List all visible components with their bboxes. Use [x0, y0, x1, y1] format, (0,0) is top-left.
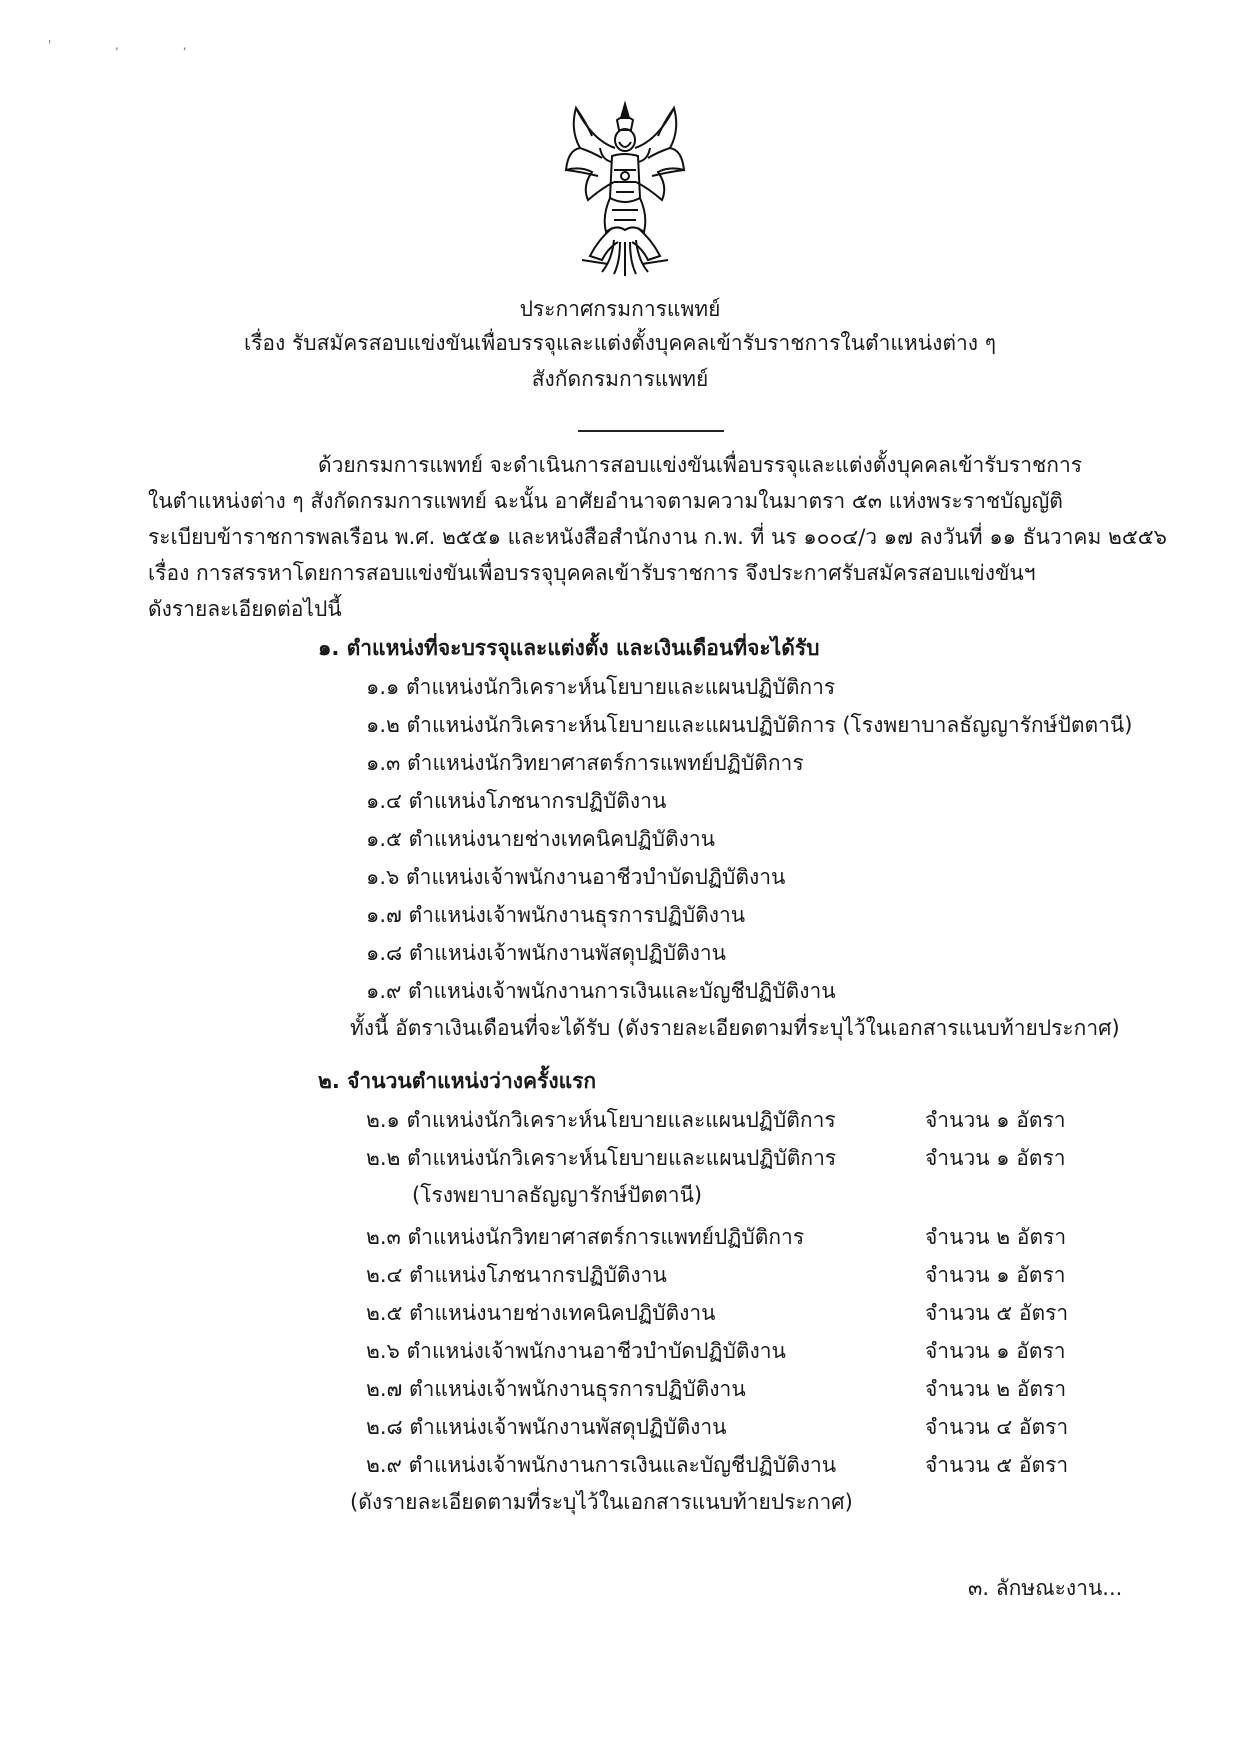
section2-item-count: จำนวน ๑ อัตรา — [925, 1108, 1066, 1132]
section2-item-label: ๒.๕ ตำแหน่งนายช่างเทคนิคปฏิบัติงาน — [366, 1301, 716, 1325]
section2-item-count: จำนวน ๕ อัตรา — [925, 1301, 1069, 1325]
section1-item: ๑.๗ ตำแหน่งเจ้าพนักงานธุรการปฏิบัติงาน — [366, 903, 746, 927]
section2-item-count: จำนวน ๒ อัตรา — [925, 1225, 1067, 1249]
title-divider — [578, 430, 724, 432]
section2-item-count: จำนวน ๑ อัตรา — [925, 1339, 1066, 1363]
announcement-subject: เรื่อง รับสมัครสอบแข่งขันเพื่อบรรจุและแต่งตั้งบุคคลเข้ารับราชการในตำแหน่งต่าง ๆ — [243, 331, 997, 355]
section2-item-label: ๒.๘ ตำแหน่งเจ้าพนักงานพัสดุปฏิบัติงาน — [366, 1415, 727, 1439]
section2-item-count: จำนวน ๔ อัตรา — [925, 1415, 1069, 1439]
scan-specks: ' , , — [48, 38, 217, 52]
section2-item-label: ๒.๓ ตำแหน่งนักวิทยาศาสตร์การแพทย์ปฏิบัติการ — [366, 1225, 805, 1249]
section2-item-count: จำนวน ๑ อัตรา — [925, 1263, 1066, 1287]
section2-heading: ๒. จำนวนตำแหน่งว่างครั้งแรก — [318, 1069, 597, 1093]
intro-line: ในตำแหน่งต่าง ๆ สังกัดกรมการแพทย์ ฉะนั้น อาศัยอำนาจตามความในมาตรา ๕๓ แห่งพระราชบัญญัติ — [148, 489, 1063, 513]
intro-line: ดังรายละเอียดต่อไปนี้ — [148, 597, 342, 621]
section2-item-count: จำนวน ๒ อัตรา — [925, 1377, 1067, 1401]
section1-item: ๑.๖ ตำแหน่งเจ้าพนักงานอาชีวบำบัดปฏิบัติงาน — [366, 865, 786, 889]
section1-note: ทั้งนี้ อัตราเงินเดือนที่จะได้รับ (ดังรายละเอียดตามที่ระบุไว้ในเอกสารแนบท้ายประกาศ) — [350, 1016, 1120, 1040]
section1-item: ๑.๙ ตำแหน่งเจ้าพนักงานการเงินและบัญชีปฏิบัติงาน — [366, 979, 836, 1003]
section2-item-label: ๒.๗ ตำแหน่งเจ้าพนักงานธุรการปฏิบัติงาน — [366, 1377, 746, 1401]
section2-item-count: จำนวน ๑ อัตรา — [925, 1146, 1066, 1170]
intro-line: ระเบียบข้าราชการพลเรือน พ.ศ. ๒๕๕๑ และหนังสือสำนักงาน ก.พ. ที่ นร ๑๐๐๔/ว ๑๗ ลงวันที่ ๑๑ ธันวาคม ๒๕๕๖ — [148, 525, 1167, 549]
intro-line: เรื่อง การสรรหาโดยการสอบแข่งขันเพื่อบรรจุบุคคลเข้ารับราชการ จึงประกาศรับสมัครสอบแข่งขันฯ — [148, 561, 1036, 585]
section1-item: ๑.๘ ตำแหน่งเจ้าพนักงานพัสดุปฏิบัติงาน — [366, 941, 726, 965]
section2-item-label: ๒.๔ ตำแหน่งโภชนากรปฏิบัติงาน — [366, 1263, 667, 1287]
page-continuation: ๓. ลักษณะงาน... — [968, 1576, 1123, 1600]
section1-item: ๑.๔ ตำแหน่งโภชนากรปฏิบัติงาน — [366, 789, 667, 813]
section1-item: ๑.๓ ตำแหน่งนักวิทยาศาสตร์การแพทย์ปฏิบัติการ — [366, 751, 804, 775]
section1-heading: ๑. ตำแหน่งที่จะบรรจุและแต่งตั้ง และเงินเดือนที่จะได้รับ — [318, 636, 820, 660]
section2-item-label: ๒.๒ ตำแหน่งนักวิเคราะห์นโยบายและแผนปฏิบัติการ — [366, 1146, 837, 1170]
section1-item: ๑.๒ ตำแหน่งนักวิเคราะห์นโยบายและแผนปฏิบัติการ (โรงพยาบาลธัญญารักษ์ปัตตานี) — [366, 713, 1133, 737]
announcement-subject-affiliation: สังกัดกรมการแพทย์ — [531, 367, 709, 391]
section2-item-label: ๒.๑ ตำแหน่งนักวิเคราะห์นโยบายและแผนปฏิบัติการ — [366, 1108, 836, 1132]
garuda-emblem-icon — [562, 100, 688, 276]
section2-item-label: ๒.๙ ตำแหน่งเจ้าพนักงานการเงินและบัญชีปฏิบัติงาน — [366, 1453, 837, 1477]
announcement-title: ประกาศกรมการแพทย์ — [519, 297, 721, 321]
section2-item-count: จำนวน ๕ อัตรา — [925, 1453, 1069, 1477]
section1-item: ๑.๕ ตำแหน่งนายช่างเทคนิคปฏิบัติงาน — [366, 827, 716, 851]
intro-line: ด้วยกรมการแพทย์ จะดำเนินการสอบแข่งขันเพื่อบรรจุและแต่งตั้งบุคคลเข้ารับราชการ — [318, 453, 1083, 477]
section2-item-sublabel: (โรงพยาบาลธัญญารักษ์ปัตตานี) — [412, 1183, 703, 1207]
section2-note: (ดังรายละเอียดตามที่ระบุไว้ในเอกสารแนบท้ายประกาศ) — [350, 1490, 853, 1514]
section1-item: ๑.๑ ตำแหน่งนักวิเคราะห์นโยบายและแผนปฏิบัติการ — [366, 675, 836, 699]
section2-item-label: ๒.๖ ตำแหน่งเจ้าพนักงานอาชีวบำบัดปฏิบัติงาน — [366, 1339, 786, 1363]
